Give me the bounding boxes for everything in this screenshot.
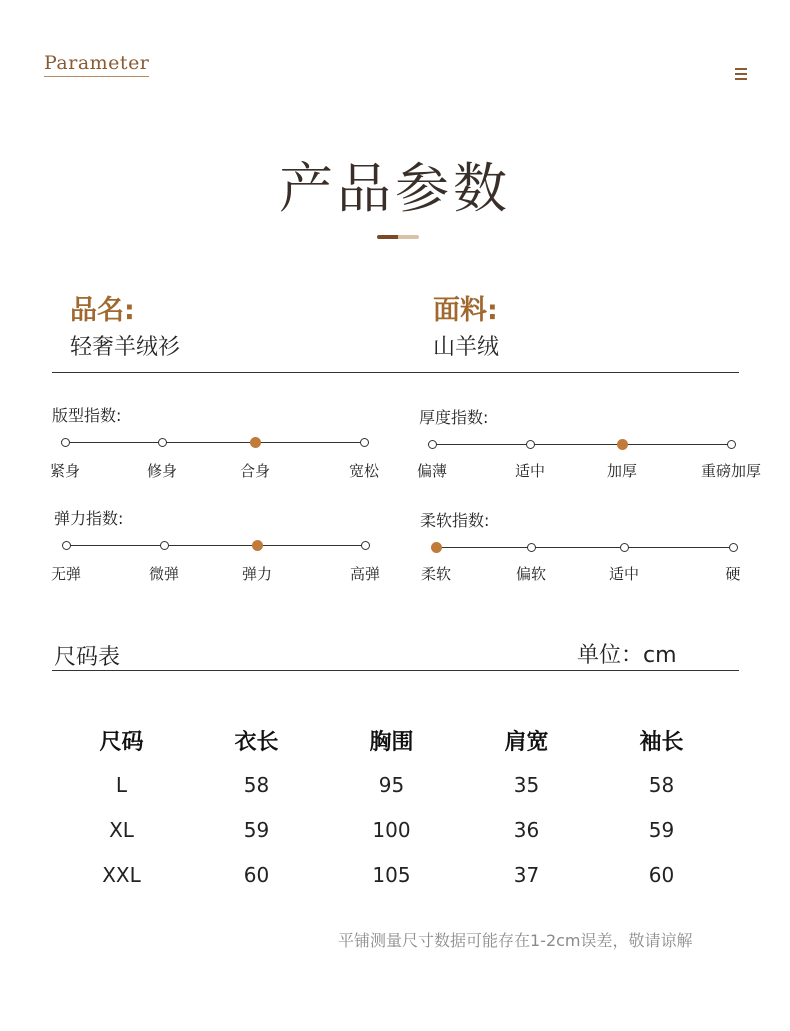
table-cell: 36: [513, 817, 540, 842]
header-chest: 胸围: [369, 729, 414, 755]
scale-dot-selected: [617, 439, 628, 450]
table-cell: 95: [378, 772, 405, 797]
scale-option-label: 偏软: [515, 565, 547, 583]
scale-option-label: 硬: [725, 565, 741, 583]
scale-option-label: 修身: [146, 462, 178, 480]
table-cell: XL: [109, 817, 134, 842]
scale-option-label: 重磅加厚: [700, 462, 762, 480]
header-size: 尺码: [99, 729, 144, 755]
measurement-note: 平铺测量尺寸数据可能存在1-2cm误差，敬请谅解: [338, 931, 693, 950]
scale-line: [436, 547, 733, 548]
scale-option-label: 微弹: [148, 565, 180, 583]
scale-dot: [361, 541, 370, 550]
scale-dot: [158, 438, 167, 447]
size-chart-title: 尺码表: [54, 645, 121, 670]
scale-dot: [620, 543, 629, 552]
name-label: 品名:: [70, 295, 135, 326]
table-cell: 60: [648, 862, 675, 887]
scale-option-label: 宽松: [348, 462, 380, 480]
table-row: [54, 807, 729, 852]
table-cell: 59: [648, 817, 675, 842]
menu-icon[interactable]: [735, 68, 747, 80]
scale-option-label: 高弹: [349, 565, 381, 583]
scale-option-label: 适中: [608, 565, 640, 583]
scale-dot: [360, 438, 369, 447]
scale-dot: [428, 440, 437, 449]
scale-dot: [527, 543, 536, 552]
header-shoulder: 肩宽: [504, 729, 549, 755]
scale-option-label: 无弹: [50, 565, 82, 583]
size-table: [54, 718, 729, 897]
scale-option-label: 加厚: [606, 462, 638, 480]
scale-dot-selected: [431, 542, 442, 553]
scale-option-label: 偏薄: [416, 462, 448, 480]
elasticity-index-label: 弹力指数:: [54, 509, 124, 528]
scale-dot: [62, 541, 71, 550]
table-cell: L: [115, 772, 128, 797]
scale-dot: [61, 438, 70, 447]
name-value: 轻奢羊绒衫: [70, 335, 181, 360]
scale-line: [432, 444, 731, 445]
scale-line: [66, 545, 365, 546]
thickness-index-label: 厚度指数:: [419, 408, 489, 427]
size-chart-unit: 单位：cm: [577, 643, 677, 668]
table-cell: 37: [513, 862, 540, 887]
table-cell: 105: [372, 862, 411, 887]
table-cell: 60: [243, 862, 270, 887]
table-cell: 58: [648, 772, 675, 797]
fit-index-label: 版型指数:: [52, 406, 122, 425]
scale-option-label: 柔软: [420, 565, 452, 583]
fabric-value: 山羊绒: [433, 335, 500, 360]
fabric-label: 面料:: [433, 295, 498, 326]
scale-dot-selected: [252, 540, 263, 551]
divider: [52, 670, 739, 671]
table-row: [54, 762, 729, 807]
softness-index-label: 柔软指数:: [420, 511, 490, 530]
header-length: 衣长: [234, 729, 279, 755]
table-cell: 35: [513, 772, 540, 797]
scale-dot: [729, 543, 738, 552]
scale-dot: [727, 440, 736, 449]
scale-dot: [160, 541, 169, 550]
table-header-row: [54, 718, 729, 762]
title-underline: [377, 235, 419, 239]
table-cell: 58: [243, 772, 270, 797]
table-cell: XXL: [102, 862, 141, 887]
scale-option-label: 适中: [514, 462, 546, 480]
scale-option-label: 合身: [239, 462, 271, 480]
table-row: [54, 852, 729, 897]
brand-title: Parameter: [44, 52, 149, 77]
table-cell: 59: [243, 817, 270, 842]
divider: [52, 372, 739, 373]
scale-option-label: 弹力: [241, 565, 273, 583]
table-cell: 100: [372, 817, 411, 842]
scale-dot-selected: [250, 437, 261, 448]
scale-option-label: 紧身: [49, 462, 81, 480]
page-title: 产品参数: [279, 157, 511, 220]
scale-dot: [526, 440, 535, 449]
scale-line: [65, 442, 364, 443]
header-sleeve: 袖长: [639, 729, 684, 755]
